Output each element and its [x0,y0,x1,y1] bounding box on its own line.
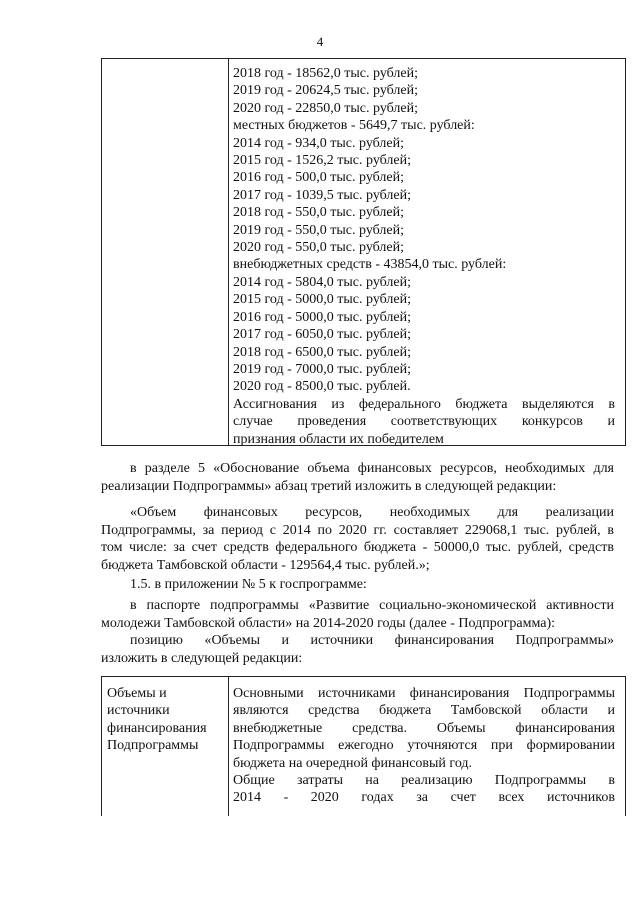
position-label-cell [107,685,225,755]
funding-line: 2015 год - 1526,2 тыс. рублей; [233,153,412,169]
paragraph-passport [101,597,614,632]
funding-source-heading: внебюджетных средств - 43854,0 тыс. рублей: [233,257,507,273]
paragraph-line: изложить в следующей редакции: [101,650,303,666]
paragraph-position [101,632,614,667]
funding-source-heading: местных бюджетов - 5649,7 тыс. рублей: [233,118,475,134]
paragraph-line: том числе: за счет средств федерального бюджета - 50000,0 тыс. рублей, средств [101,540,614,556]
content-line: 2014 - 2020 годах за счет всех источников [233,790,615,806]
table-column-divider [228,59,229,445]
funding-line: 2015 год - 5000,0 тыс. рублей; [233,292,412,308]
funding-line: 2016 год - 500,0 тыс. рублей; [233,170,405,186]
funding-line: 2019 год - 20624,5 тыс. рублей; [233,83,419,99]
funding-line: 2018 год - 18562,0 тыс. рублей; [233,66,419,81]
funding-table-continued [101,58,626,446]
funding-line: 2018 год - 550,0 тыс. рублей; [233,205,405,221]
funding-line: 2016 год - 5000,0 тыс. рублей; [233,309,412,325]
funding-line: 2019 год - 7000,0 тыс. рублей; [233,361,412,377]
paragraph-line: реализации Подпрограммы» абзац третий изложить в следующей редакции: [101,478,557,494]
funding-line: 2018 год - 6500,0 тыс. рублей; [233,344,412,360]
position-label-line: финансирования [107,720,207,736]
content-line: Общие затраты на реализацию Подпрограммы в [233,772,615,788]
federal-note-line: признания области их победителем [233,431,444,447]
funding-line: 2014 год - 934,0 тыс. рублей; [233,135,405,151]
funding-line: 2020 год - 8500,0 тыс. рублей. [233,379,411,395]
content-line: бюджета на очередной финансовый год. [233,755,473,771]
paragraph-appendix5 [101,576,614,594]
paragraph-line: бюджета Тамбовской области - 129564,4 тыс. рублей.»; [101,557,430,573]
funding-line: 2014 год - 5804,0 тыс. рублей; [233,274,412,290]
federal-note-line: случае проведения соответствующих конкурсов и [233,414,615,430]
content-line: внебюджетные средства. Объемы финансирования [233,720,615,736]
funding-amounts-cell [233,65,615,448]
position-label-line: источники [107,703,170,719]
funding-line: 2019 год - 550,0 тыс. рублей; [233,222,405,238]
paragraph-section5 [101,460,614,495]
funding-line: 2020 год - 22850,0 тыс. рублей; [233,100,419,116]
funding-line: 2017 год - 6050,0 тыс. рублей; [233,327,412,343]
funding-sources-table [101,676,626,816]
paragraph-line: в паспорте подпрограммы «Развитие социально-экономической активности [130,598,614,613]
paragraph-funding-volume [101,504,614,574]
table-column-divider [228,677,229,816]
content-line: являются средства бюджета Тамбовской области и [233,703,615,719]
position-content-cell [233,685,615,807]
position-label-line: Объемы и [107,686,167,701]
page-number: 4 [316,34,324,49]
paragraph-line: Подпрограммы, за период с 2014 по 2020 гг. составляет 229068,1 тыс. рублей, в [101,522,614,538]
paragraph-line: «Объем финансовых ресурсов, необходимых для реализации [130,505,614,520]
paragraph-line: позицию «Объемы и источники финансирования Подпрограммы» [130,633,614,648]
content-line: Подпрограммы ежегодно уточняются при формировании [233,738,615,754]
paragraph-line: в разделе 5 «Обоснование объема финансовых ресурсов, необходимых для [130,461,614,476]
federal-note-line: Ассигнования из федерального бюджета выделяются в [233,396,615,412]
position-label-line: Подпрограммы [107,738,199,754]
funding-line: 2020 год - 550,0 тыс. рублей; [233,240,405,256]
content-line: Основными источниками финансирования Подпрограммы [233,686,615,701]
funding-line: 2017 год - 1039,5 тыс. рублей; [233,187,412,203]
paragraph-line: 1.5. в приложении № 5 к госпрограмме: [130,577,367,592]
paragraph-line: молодежи Тамбовской области» на 2014-2020 годы (далее - Подпрограмма): [101,615,556,631]
